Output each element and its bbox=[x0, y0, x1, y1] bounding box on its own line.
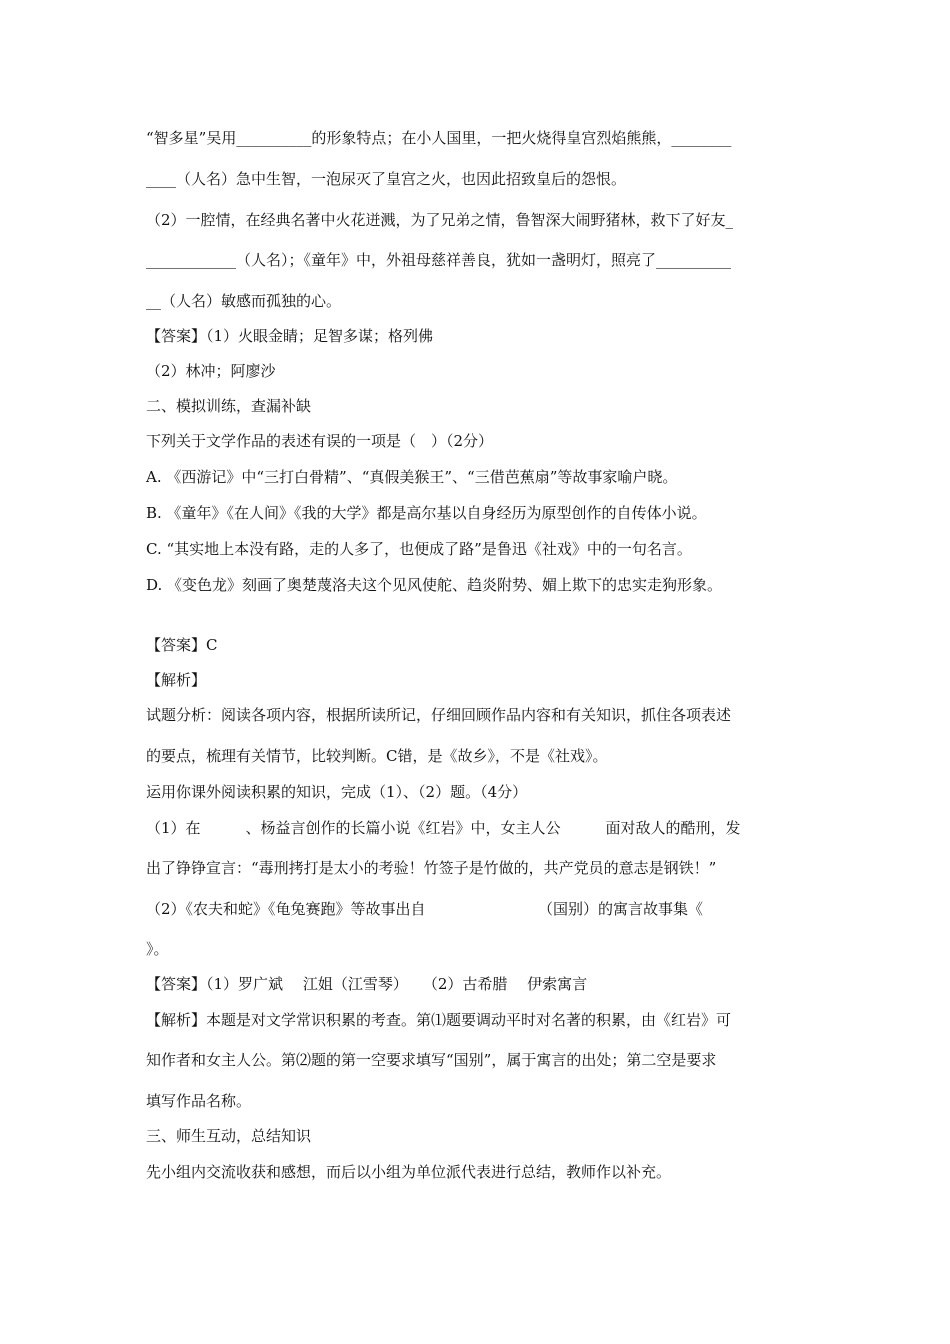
text-line: 出了铮铮宣言：“毒刑拷打是太小的考验！竹签子是竹做的，共产党员的意志是钢铁！” bbox=[146, 859, 717, 877]
option-c: C. “其实地上本没有路，走的人多了，也便成了路”是鲁迅《社戏》中的一句名言。 bbox=[146, 540, 692, 558]
text-line: （2）《农夫和蛇》《龟兔赛跑》等故事出自 （国别）的寓言故事集《 bbox=[146, 900, 704, 918]
option-a: A. 《西游记》中“三打白骨精”、“真假美猴王”、“三借芭蕉扇”等故事家喻户晓。 bbox=[146, 468, 678, 486]
text-line: 填写作品名称。 bbox=[146, 1092, 252, 1110]
text-line: 知作者和女主人公。第⑵题的第一空要求填写“国别”，属于寓言的出处；第二空是要求 bbox=[146, 1051, 717, 1069]
option-d: D. 《变色龙》刻画了奥楚蔑洛夫这个见风使舵、趋炎附势、媚上欺下的忠实走狗形象。 bbox=[146, 576, 723, 594]
text-line: 试题分析：阅读各项内容，根据所读所记，仔细回顾作品内容和有关知识，抓住各项表述 bbox=[146, 706, 732, 724]
text-line: 》。 bbox=[146, 940, 169, 958]
text-line: （1）在 、杨益言创作的长篇小说《红岩》中，女主人公 面对敌人的酷刑，发 bbox=[146, 819, 741, 837]
text-line: ____________（人名）；《童年》中，外祖母慈祥善良，犹如一盏明灯，照亮了__________ bbox=[146, 251, 732, 269]
answer-line: （2）林冲；阿廖沙 bbox=[146, 362, 276, 380]
question-stem: 下列关于文学作品的表述有误的一项是（ ）（2分） bbox=[146, 432, 494, 450]
answer-line: 【答案】（1）火眼金睛；足智多谋；格列佛 bbox=[146, 327, 434, 345]
section-heading: 三、师生互动，总结知识 bbox=[146, 1127, 312, 1145]
text-line: 运用你课外阅读积累的知识，完成（1）、（2）题。（4分） bbox=[146, 783, 528, 801]
text-line: “智多星”吴用__________的形象特点；在小人国里，一把火烧得皇宫烈焰熊熊，________ bbox=[146, 129, 732, 147]
answer-line: 【答案】C bbox=[146, 636, 218, 654]
text-line: 先小组内交流收获和感想，而后以小组为单位派代表进行总结，教师作以补充。 bbox=[146, 1163, 672, 1181]
text-line: 的要点，梳理有关情节，比较判断。C错，是《故乡》，不是《社戏》。 bbox=[146, 747, 608, 765]
answer-line: 【答案】（1）罗广斌 江姐（江雪琴） （2）古希腊 伊索寓言 bbox=[146, 975, 588, 993]
text-line: ____（人名）急中生智，一泡尿灭了皇宫之火，也因此招致皇后的怨恨。 bbox=[146, 170, 627, 188]
text-line: （2）一腔情，在经典名著中火花迸溅，为了兄弟之情，鲁智深大闹野猪林，救下了好友_ bbox=[146, 211, 734, 229]
option-b: B. 《童年》《在人间》《我的大学》都是高尔基以自身经历为原型创作的自传体小说。 bbox=[146, 504, 707, 522]
text-line: __（人名）敏感而孤独的心。 bbox=[146, 292, 342, 310]
analysis-line: 【解析】本题是对文学常识积累的考查。第⑴题要调动平时对名著的积累，由《红岩》可 bbox=[146, 1011, 732, 1029]
section-heading: 二、模拟训练，查漏补缺 bbox=[146, 397, 312, 415]
analysis-heading: 【解析】 bbox=[146, 671, 207, 689]
